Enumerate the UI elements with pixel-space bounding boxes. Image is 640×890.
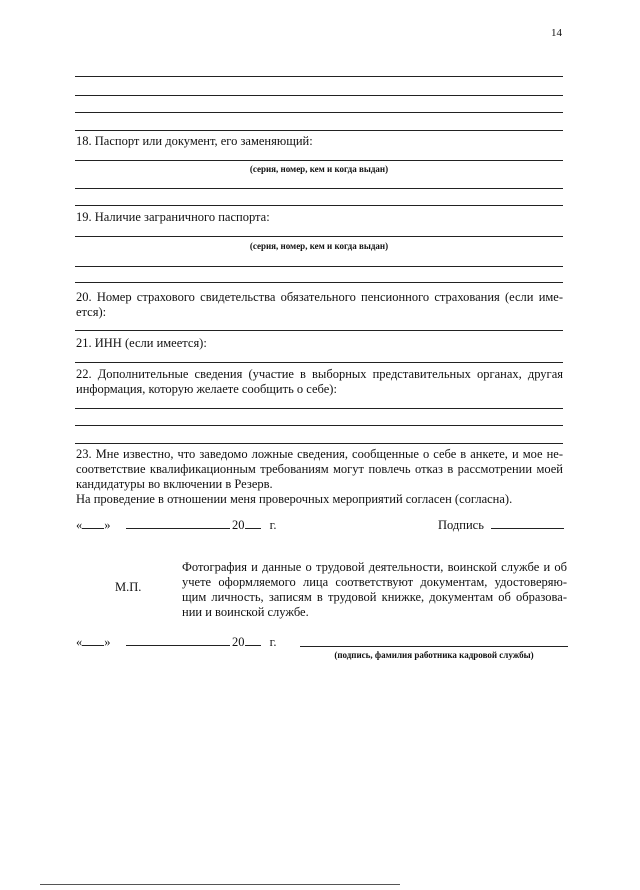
stamp-text-line-2: учете оформляемого лица соответствуют документам, удостоверяю- xyxy=(182,575,567,589)
stamp-text-line-4: нии и воинской службе. xyxy=(182,605,309,619)
year-prefix: 20 xyxy=(232,518,245,532)
section-21-label: 21. ИНН (если имеется): xyxy=(76,336,207,350)
passport-field-caption: (серия, номер, кем и когда выдан) xyxy=(249,164,389,174)
foreign-passport-field-line[interactable] xyxy=(75,236,563,237)
insurance-number-field-line[interactable] xyxy=(75,330,563,331)
hr-signature-caption: (подпись, фамилия работника кадровой службы) xyxy=(334,650,534,660)
passport-field-line[interactable] xyxy=(75,160,563,161)
section-18-label: 18. Паспорт или документ, его заменяющий: xyxy=(76,134,313,148)
section-23-line-2: соответствие квалификационным требованиям могут повлечь отказ в рассмотрении моей xyxy=(76,462,563,476)
month-field[interactable] xyxy=(126,633,230,646)
year-group-2 xyxy=(232,633,276,650)
page-number: 14 xyxy=(551,27,562,39)
section-22-line-2: информация, которую желаете сообщить о себе): xyxy=(76,382,337,396)
blank-line[interactable] xyxy=(75,282,563,283)
blank-line[interactable] xyxy=(75,266,563,267)
section-23-line-4: На проведение в отношении меня проверочных мероприятий согласен (согласна). xyxy=(76,492,513,506)
month-field[interactable] xyxy=(126,516,230,529)
blank-line[interactable] xyxy=(75,95,563,96)
signature-label: Подпись xyxy=(438,518,484,532)
close-quote: » xyxy=(104,518,111,532)
year-field[interactable] xyxy=(245,633,261,646)
blank-line[interactable] xyxy=(75,76,563,77)
signature-group xyxy=(438,516,564,533)
section-23-line-3: кандидатуры во включении в Резерв. xyxy=(76,477,273,491)
date-row-2 xyxy=(76,633,230,650)
stamp-text-line-3: щим личность, записям в трудовой книжке, документам об образова- xyxy=(182,590,567,604)
blank-line[interactable] xyxy=(75,112,563,113)
year-group-1 xyxy=(232,516,276,533)
stamp-text-line-1: Фотография и данные о трудовой деятельности, воинской службе и об xyxy=(182,560,567,574)
signature-field[interactable] xyxy=(491,516,564,529)
blank-line[interactable] xyxy=(75,130,563,131)
section-22-line-1: 22. Дополнительные сведения (участие в выборных представительных органах, другая xyxy=(76,367,563,381)
stamp-label: М.П. xyxy=(115,580,142,594)
foreign-passport-field-caption: (серия, номер, кем и когда выдан) xyxy=(249,241,389,251)
section-23-line-1: 23. Мне известно, что заведомо ложные сведения, сообщенные о себе в анкете, и мое не- xyxy=(76,447,563,461)
open-quote: « xyxy=(76,518,83,532)
blank-line[interactable] xyxy=(75,443,563,444)
blank-line[interactable] xyxy=(75,188,563,189)
section-19-label: 19. Наличие заграничного паспорта: xyxy=(76,210,270,224)
year-field[interactable] xyxy=(245,516,261,529)
additional-info-field-line[interactable] xyxy=(75,408,563,409)
open-quote: « xyxy=(76,635,83,649)
inn-field-line[interactable] xyxy=(75,362,563,363)
year-suffix: г. xyxy=(269,518,277,532)
hr-signature-field-line[interactable] xyxy=(300,646,568,647)
year-prefix: 20 xyxy=(232,635,245,649)
page-bottom-edge xyxy=(40,884,400,885)
date-row-1 xyxy=(76,516,230,533)
blank-line[interactable] xyxy=(75,205,563,206)
day-field[interactable] xyxy=(82,516,104,529)
section-20-line-2: ется): xyxy=(76,305,107,319)
section-20-line-1: 20. Номер страхового свидетельства обязательного пенсионного страхования (если име- xyxy=(76,290,563,304)
close-quote: » xyxy=(104,635,111,649)
blank-line[interactable] xyxy=(75,425,563,426)
day-field[interactable] xyxy=(82,633,104,646)
year-suffix: г. xyxy=(269,635,277,649)
